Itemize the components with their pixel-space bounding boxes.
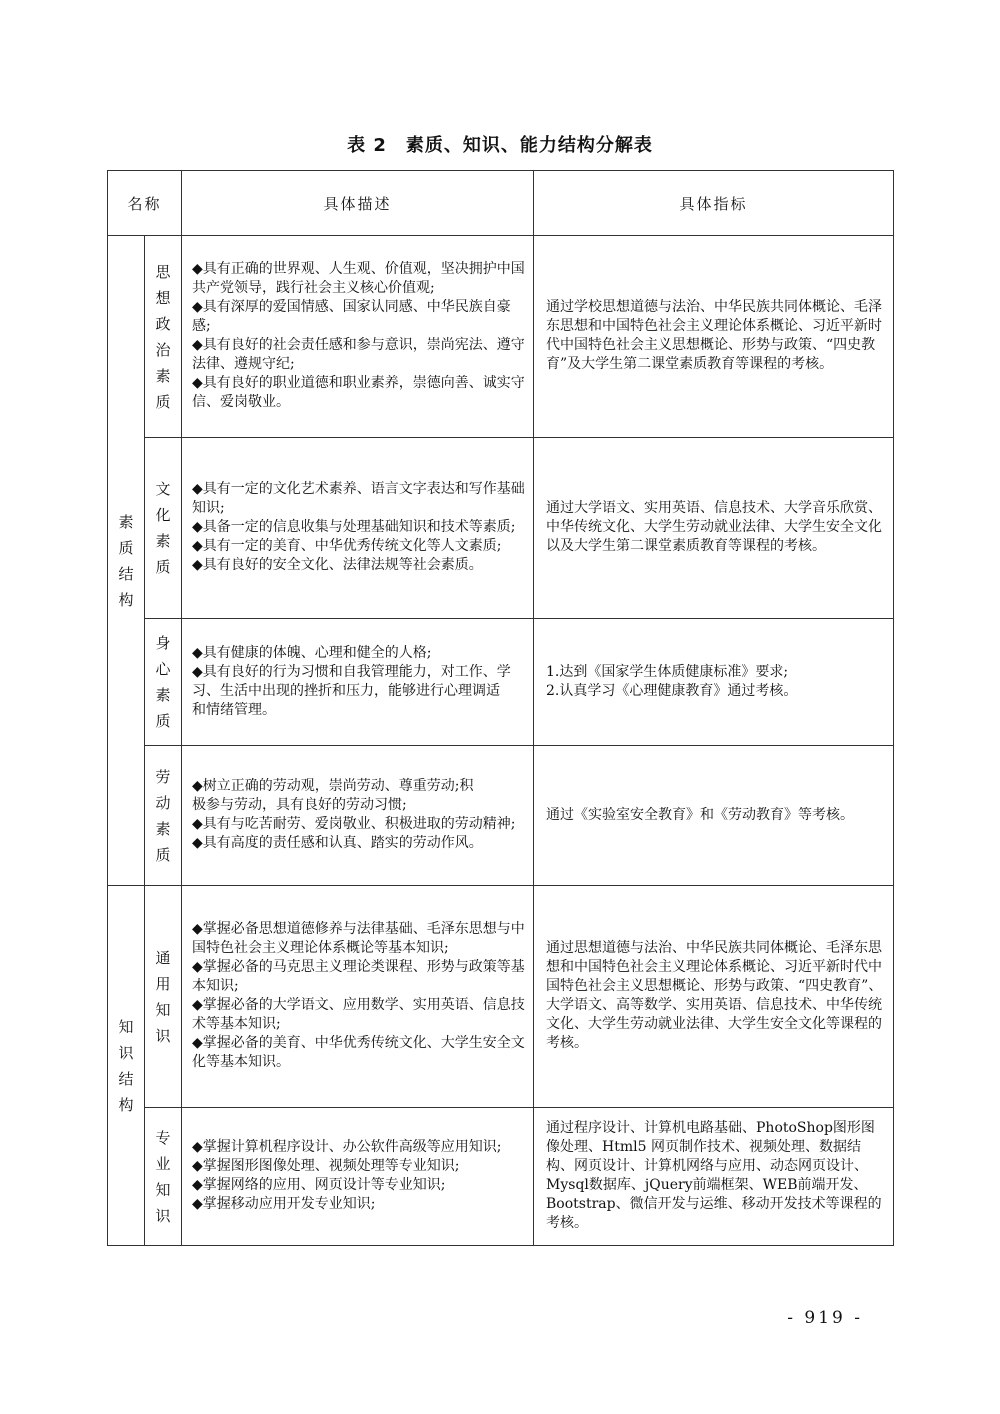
vertical-char: 知 [155,1000,171,1019]
ind-line: 通过大学语文、实用英语、信息技术、大学音乐欣赏、中华传统文化、大学生劳动就业法律、大学生安全文化以及大学生第二课堂素质教育等课程的考核。 [546,500,883,554]
group-label-text [108,509,144,613]
desc-line: ◆具有良好的职业道德和职业素养，崇德向善、诚实守信、爱岗敬业。 [192,375,525,410]
ind-line: 通过学校思想道德与法治、中华民族共同体概论、毛泽东思想和中国特色社会主义理论体系概论、习近平新时代中国特色社会主义思想概论、形势与政策、“四史教育”及大学生第二课堂素质教育等课程的考核。 [546,299,883,372]
vertical-char: 构 [118,590,134,609]
sub-label [145,1108,182,1246]
ind-cell [534,1108,894,1246]
desc-line: ◆掌握必备思想道德修养与法律基础、毛泽东思想与中国特色社会主义理论体系概论等基本知识; [192,921,525,956]
vertical-char: 素 [118,512,134,531]
vertical-char: 知 [155,1180,171,1199]
table-row [108,236,894,438]
vertical-char: 治 [155,340,171,359]
ind-line: 通过思想道德与法治、中华民族共同体概论、毛泽东思想和中国特色社会主义理论体系概论、习近平新时代中国特色社会主义思想概论、形势与政策、“四史教育”、大学语文、高等数学、实用英语、信息技术、中华传统文化、大学生劳动就业法律、大学生安全文化等课程的考核。 [546,940,883,1051]
desc-cell [182,886,534,1108]
desc-line: ◆掌握图形图像处理、视频处理等专业知识; [192,1158,460,1174]
vertical-char: 质 [118,538,134,557]
desc-line: ◆具有健康的体魄、心理和健全的人格; [192,644,432,661]
vertical-char: 政 [155,314,171,333]
group-label-text [108,1014,144,1118]
sub-label [145,236,182,438]
page-number: - 919 - [787,1308,863,1328]
desc-cell [182,438,534,619]
ind-line: 1.达到《国家学生体质健康标准》要求; [546,663,789,680]
vertical-char: 质 [155,712,171,730]
vertical-char: 想 [155,288,171,307]
desc-line: ◆具有一定的美育、中华优秀传统文化等人文素质; [192,538,502,554]
vertical-char: 结 [118,1069,134,1088]
sub-label-text [145,945,181,1049]
desc-line: ◆树立正确的劳动观，崇尚劳动、尊重劳动;积 [192,778,474,794]
desc-line: ◆具有与吃苦耐劳、爱岗敬业、积极进取的劳动精神; ◆具有高度的责任感和认真、踏实的劳动作风。 [192,816,516,851]
desc-line: ◆具备一定的信息收集与处理基础知识和技术等素质; [192,519,516,535]
sub-label-text [145,764,181,868]
vertical-char: 知 [118,1017,134,1036]
vertical-char: 素 [155,366,171,385]
table-header-row [108,171,894,236]
vertical-char: 通 [155,948,171,967]
table-row [108,619,894,746]
desc-cell [182,236,534,438]
desc-line: ◆掌握必备的大学语文、应用数学、实用英语、信息技术等基本知识; [192,997,525,1032]
table-row [108,746,894,886]
desc-line: 和情绪管理。 [192,701,277,718]
desc-line: ◆掌握必备的美育、中华优秀传统文化、大学生安全文化等基本知识。 [192,1035,525,1070]
vertical-char: 素 [155,819,171,838]
ind-cell [534,886,894,1108]
desc-line: ◆掌握计算机程序设计、办公软件高级等应用知识; [192,1139,502,1155]
vertical-char: 素 [155,532,171,550]
ind-cell [534,438,894,619]
vertical-char: 质 [155,392,171,411]
header-name: 名称 [108,171,182,236]
desc-line: ◆具有良好的社会责任感和参与意识，崇尚宪法、遵守法律、遵规守纪; [192,337,525,372]
group-label-quality [108,236,145,886]
sub-label-text [145,630,181,734]
desc-line: ◆具有良好的行为习惯和自我管理能力，对工作、学习、生活中出现的挫折和压力，能够进行心理调适 [192,663,511,699]
vertical-char: 素 [155,686,171,704]
vertical-char: 质 [155,845,171,864]
desc-line: ◆掌握网络的应用、网页设计等专业知识; [192,1177,446,1193]
sub-label [145,886,182,1108]
vertical-char: 业 [155,1154,171,1173]
ind-line: 通过程序设计、计算机电路基础、PhotoShop图形图像处理、Html5 网页制作技术、视频处理、数据结构、网页设计、计算机网络与应用、动态网页设计、Mysql数据库、jQuery前端框架、WEB前端开发、Bootstrap、微信开发与运维、移动开发技术等课程的考核。 [546,1120,882,1231]
vertical-char: 结 [118,564,134,583]
vertical-char: 化 [155,506,171,524]
sub-label [145,619,182,746]
vertical-char: 专 [155,1128,171,1147]
ind-cell [534,619,894,746]
desc-line: ◆掌握移动应用开发专业知识; [192,1196,376,1212]
desc-line: 极参与劳动，具有良好的劳动习惯; [192,797,407,813]
sub-label [145,438,182,619]
vertical-char: 文 [155,480,171,498]
desc-line: ◆掌握必备的马克思主义理论类课程、形势与政策等基本知识; [192,959,525,994]
ind-line: 通过《实验室安全教育》和《劳动教育》等考核。 [546,806,855,823]
sub-label-text [145,259,181,415]
desc-line: ◆具有一定的文化艺术素养、语言文字表达和写作基础知识; [192,481,525,516]
structure-table [107,170,894,1246]
vertical-char: 劳 [155,767,171,786]
vertical-char: 思 [155,262,171,281]
desc-cell [182,619,534,746]
ind-line: 2.认真学习《心理健康教育》通过考核。 [546,682,798,699]
desc-cell [182,1108,534,1246]
sub-label [145,746,182,886]
desc-cell [182,746,534,886]
table-row [108,886,894,1108]
table-title: 表 2 素质、知识、能力结构分解表 [347,135,653,156]
vertical-char: 动 [155,793,171,812]
vertical-char: 识 [155,1026,171,1045]
vertical-char: 用 [155,974,171,993]
vertical-char: 识 [155,1206,171,1225]
header-desc: 具体描述 [182,171,534,236]
sub-label-text [145,1125,181,1229]
group-label-knowledge [108,886,145,1246]
table-row [108,1108,894,1246]
vertical-char: 识 [118,1043,134,1062]
sub-label-text [145,476,181,580]
vertical-char: 身 [155,634,171,652]
header-ind: 具体指标 [534,171,894,236]
ind-cell [534,746,894,886]
vertical-char: 质 [155,558,171,576]
vertical-char: 心 [155,660,171,678]
desc-line: ◆具有深厚的爱国情感、国家认同感、中华民族自豪感; [192,299,511,334]
vertical-char: 构 [118,1095,134,1114]
desc-line: ◆具有良好的安全文化、法律法规等社会素质。 [192,557,483,573]
ind-cell [534,236,894,438]
table-row [108,438,894,619]
desc-line: ◆具有正确的世界观、人生观、价值观，坚决拥护中国共产党领导，践行社会主义核心价值观; [192,261,525,296]
